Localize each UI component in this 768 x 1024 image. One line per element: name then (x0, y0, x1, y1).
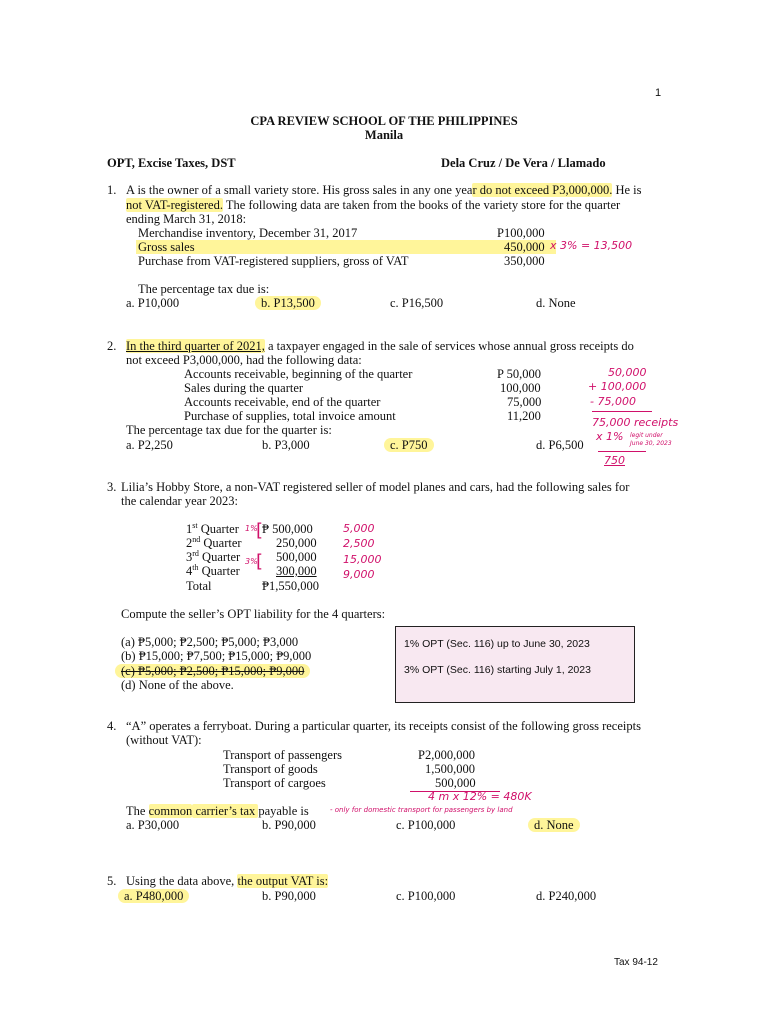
q2-item-value: P 50,000 (497, 367, 541, 381)
subject-title: OPT, Excise Taxes, DST (107, 156, 236, 170)
q2-item-value: 11,200 (507, 409, 541, 423)
q4-question-end: payable is (258, 804, 309, 818)
q1-line1-end: He is (612, 183, 642, 197)
q2-handwritten-minus75k: - 75,000 (590, 395, 636, 408)
q3-choice-b: (b) ₱15,000; ₱7,500; ₱15,000; ₱9,000 (121, 649, 312, 663)
q4-item-label: Transport of passengers (223, 748, 342, 762)
opt-rate-line2: 3% OPT (Sec. 116) starting July 1, 2023 (404, 664, 591, 676)
authors: Dela Cruz / De Vera / Llamado (441, 156, 606, 170)
q3-quarter-value: 300,000 (276, 564, 317, 578)
q3-handwritten-q3: 15,000 (343, 553, 382, 566)
q2-item-value: 75,000 (507, 395, 542, 409)
q1-choice-c: c. P16,500 (390, 296, 444, 310)
q4-choice-a: a. P30,000 (126, 818, 180, 832)
q4-choice-c: c. P100,000 (396, 818, 456, 832)
q2-highlight-period: In the third quarter of 2021, (126, 339, 265, 353)
page-number: 1 (655, 87, 662, 99)
q3-quarter-label: 1st Quarter (186, 520, 239, 536)
q3-total-label: Total (186, 579, 212, 593)
q1-number: 1. (107, 183, 117, 197)
q1-choice-a: a. P10,000 (126, 296, 180, 310)
q3-handwritten-q4: 9,000 (343, 568, 375, 581)
q1-choice-d: d. None (536, 296, 576, 310)
q3-quarter-value: 500,000 (276, 550, 317, 564)
q2-choice-c-answer: c. P750 (384, 438, 434, 452)
q2-line2: not exceed P3,000,000, had the following data: (126, 353, 362, 367)
q4-item-value: 500,000 (435, 776, 476, 790)
q2-choice-a: a. P2,250 (126, 438, 173, 452)
q3-handwritten-pct1: 1% (245, 524, 258, 533)
q3-line2: the calendar year 2023: (121, 494, 238, 508)
q5-line (126, 874, 328, 888)
q4-choice-d-answer: d. None (528, 818, 580, 832)
q1-highlight-threshold: r do not exceed P3,000,000. (472, 183, 613, 197)
q4-handwritten-note: - only for domestic transport for passengers by land (330, 806, 513, 814)
q2-line1 (126, 339, 634, 353)
q2-handwritten-rate: x 1% (596, 430, 624, 443)
q3-line1: Lilia’s Hobby Store, a non-VAT registered seller of model planes and cars, had the following sales for (121, 480, 630, 494)
q1-item-label: Gross sales (138, 240, 195, 254)
q2-item-label: Accounts receivable, end of the quarter (184, 395, 381, 409)
q5-choice-a-answer: a. P480,000 (118, 889, 189, 903)
q3-number: 3. (107, 480, 117, 494)
q4-question-text: The (126, 804, 149, 818)
q2-handwritten-rule (598, 451, 646, 452)
opt-rate-line1: 1% OPT (Sec. 116) up to June 30, 2023 (404, 638, 590, 650)
q4-handwritten-calc: 4 m x 12% = 480K (428, 790, 532, 803)
q3-quarter-label: 2nd Quarter (186, 534, 242, 550)
q1-item-value: 350,000 (504, 254, 545, 268)
q3-choice-d: (d) None of the above. (121, 678, 234, 692)
q4-item-label: Transport of goods (223, 762, 318, 776)
q4-item-value: 1,500,000 (425, 762, 475, 776)
q5-line-text: Using the data above, (126, 874, 238, 888)
school-city: Manila (364, 128, 404, 142)
q3-handwritten-bracket: [ (256, 520, 264, 541)
opt-rate-box (395, 626, 635, 703)
q2-line1-text: a taxpayer engaged in the sale of services whose annual gross receipts do (264, 339, 634, 353)
q1-highlight-nonvat: not VAT-registered. (126, 198, 223, 212)
q4-choice-b: b. P90,000 (262, 818, 316, 832)
q3-choice-a: (a) ₱5,000; ₱2,500; ₱5,000; ₱3,000 (121, 635, 299, 649)
q5-choice-c: c. P100,000 (396, 889, 456, 903)
q3-choice-c-answer: (c) ₱5,000; ₱2,500; ₱15,000; ₱9,000 (115, 664, 310, 678)
q1-line2-text: The following data are taken from the books of the variety store for the quarter (223, 198, 621, 212)
q1-choice-b-answer: b. P13,500 (255, 296, 321, 310)
q1-line3: ending March 31, 2018: (126, 212, 247, 226)
q3-handwritten-q2: 2,500 (343, 537, 375, 550)
page-footer-code: Tax 94-12 (614, 957, 658, 968)
q1-item-value: P100,000 (497, 226, 545, 240)
q2-choice-d: d. P6,500 (536, 438, 584, 452)
q3-quarter-label: 4th Quarter (186, 562, 240, 578)
q1-question: The percentage tax due is: (138, 282, 270, 296)
q2-item-label: Sales during the quarter (184, 381, 304, 395)
q2-handwritten-note-date: June 30, 2023 (630, 440, 672, 447)
q1-handwritten-calc: x 3% = 13,500 (550, 239, 633, 252)
q2-item-value: 100,000 (500, 381, 541, 395)
q4-highlight-carrier: carrier’s tax (192, 804, 259, 818)
q5-choice-b: b. P90,000 (262, 889, 316, 903)
q4-highlight-common: common (148, 804, 193, 818)
q3-handwritten-pct3: 3% (245, 557, 258, 566)
q3-quarter-label: 3rd Quarter (186, 548, 241, 564)
school-title: CPA REVIEW SCHOOL OF THE PHILIPPINES (250, 114, 518, 128)
q3-handwritten-q1: 5,000 (343, 522, 375, 535)
q3-quarter-value: 250,000 (276, 536, 317, 550)
q4-line1: “A” operates a ferryboat. During a particular quarter, its receipts consist of the following gross receipts (126, 719, 641, 733)
q5-number: 5. (107, 874, 117, 888)
q2-handwritten-note: legit under (630, 432, 663, 439)
q4-question (126, 804, 309, 818)
q2-handwritten-result: 750 (604, 454, 625, 467)
q4-line2: (without VAT): (126, 733, 202, 747)
q2-handwritten-rule (592, 411, 652, 412)
q1-item-label: Merchandise inventory, December 31, 2017 (138, 226, 358, 240)
q1-item-value: 450,000 (504, 240, 545, 254)
q2-handwritten-50k: 50,000 (608, 366, 647, 379)
q4-item-value: P2,000,000 (418, 748, 475, 762)
q3-question: Compute the seller’s OPT liability for the 4 quarters: (121, 607, 386, 621)
q2-item-label: Accounts receivable, beginning of the quarter (184, 367, 413, 381)
q1-gross-sales-row-highlight (136, 240, 556, 254)
q3-total-value: ₱1,550,000 (262, 579, 319, 593)
q2-number: 2. (107, 339, 117, 353)
q1-line1-text: A is the owner of a small variety store. His gross sales in any one yea (126, 183, 473, 197)
q2-handwritten-plus100k: + 100,000 (588, 380, 647, 393)
q5-choice-d: d. P240,000 (536, 889, 597, 903)
q2-question: The percentage tax due for the quarter is: (126, 423, 332, 437)
q1-line1 (126, 183, 642, 197)
q2-choice-b: b. P3,000 (262, 438, 310, 452)
q3-quarter-value: ₱ 500,000 (262, 522, 313, 536)
q4-item-label: Transport of cargoes (223, 776, 326, 790)
q4-number: 4. (107, 719, 117, 733)
q1-item-label: Purchase from VAT-registered suppliers, gross of VAT (138, 254, 409, 268)
q2-handwritten-receipts: 75,000 receipts (592, 416, 679, 429)
q5-highlight-output-vat: the output VAT is: (237, 874, 329, 888)
q3-handwritten-bracket: [ (256, 551, 264, 572)
q2-item-label: Purchase of supplies, total invoice amount (184, 409, 396, 423)
q1-line2 (126, 198, 620, 212)
